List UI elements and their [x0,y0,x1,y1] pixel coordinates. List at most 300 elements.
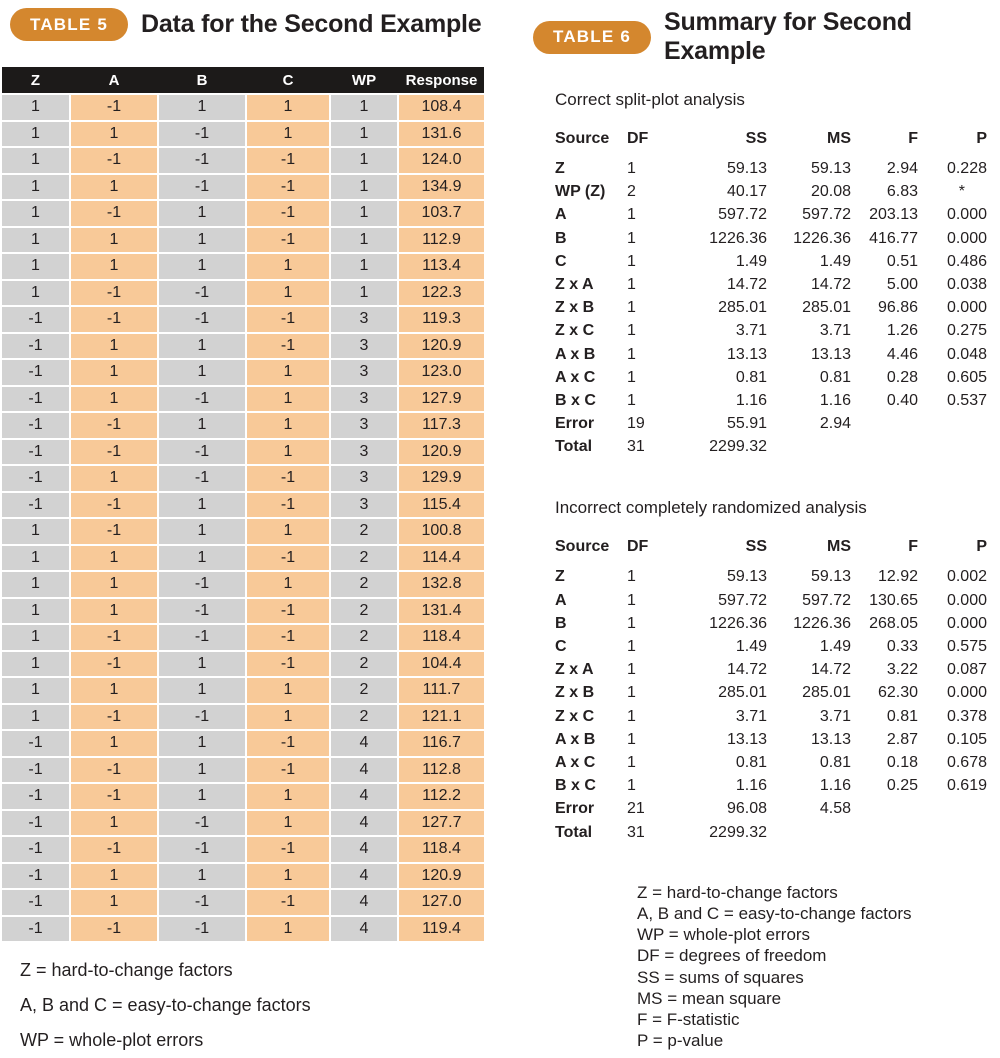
anova-value-cell: 0.105 [946,730,987,748]
anova-value-cell: 40.17 [726,183,767,201]
table5-cell: 1 [2,572,69,597]
anova-value-cell: 0.486 [946,252,987,270]
anova-value-cell: 0.000 [946,591,987,609]
table5-cell: -1 [2,864,69,889]
table5-cell: 2 [331,599,397,624]
anova-value-cell: 1.16 [735,391,767,409]
table5-cell: 1 [71,334,157,359]
table5-cell: 120.9 [399,440,484,465]
table5-cell: -1 [247,837,329,862]
table5-header-row [2,67,484,93]
table5-cell: -1 [2,307,69,332]
anova-value-cell: 59.13 [726,568,767,586]
table5-cell: 120.9 [399,864,484,889]
anova-value-cell: 3.71 [819,707,851,725]
anova-value-cell: 2.87 [886,730,918,748]
table5-cell: -1 [71,201,157,226]
anova-value-cell: 0.000 [946,229,987,247]
table5-cell: -1 [2,731,69,756]
table5-cell: 1 [71,890,157,915]
anova-value-cell: 14.72 [726,275,767,293]
table5-cell: 1 [2,599,69,624]
anova-value-cell: 2299.32 [709,438,767,456]
table5-cell: 131.6 [399,122,484,147]
anova-column-header: P [976,538,987,556]
table5-cell: 120.9 [399,334,484,359]
anova-value-cell: 1 [627,368,636,386]
anova-value-cell: 5.00 [886,275,918,293]
anova-column-header: MS [827,538,851,556]
anova-value-cell: 1 [627,684,636,702]
table5-cell: -1 [247,334,329,359]
table5-cell: -1 [159,625,245,650]
anova-value-cell: 1.16 [819,391,851,409]
table5-cell: 117.3 [399,413,484,438]
table5-cell: 1 [71,122,157,147]
anova-value-cell: 13.13 [726,345,767,363]
table6-legend-line: MS = mean square [637,988,782,1008]
table5-cell: -1 [71,705,157,730]
table5-cell: -1 [247,758,329,783]
table5-cell: -1 [159,705,245,730]
table5-cell: -1 [247,652,329,677]
table5-heading [10,8,500,41]
table5-cell: 1 [247,95,329,120]
table5-cell: -1 [2,890,69,915]
table5-cell: 1 [159,519,245,544]
anova-source-cell: C [555,638,567,655]
table5-cell: -1 [2,440,69,465]
anova-source-cell: A x B [555,730,596,748]
table5-column-header: C [282,71,294,89]
anova-value-cell: 14.72 [726,661,767,679]
table5-cell: -1 [159,307,245,332]
table5-cell: 119.4 [399,917,484,942]
table5-note: A, B and C = easy-to-change factors [20,995,311,1015]
anova-value-cell: 4.46 [886,345,918,363]
anova-value-cell: 1226.36 [793,614,851,632]
table5-cell: 1 [331,254,397,279]
anova-body [555,157,1000,458]
table5-cell: -1 [2,413,69,438]
table5-note: WP = whole-plot errors [20,1030,204,1050]
table5-body [2,95,484,941]
table5-cell: 1 [247,281,329,306]
table5-cell: -1 [159,917,245,942]
anova-value-cell: 1 [627,707,636,725]
anova-value-cell: 0.605 [946,368,987,386]
table5-cell: -1 [159,175,245,200]
table5-cell: 121.1 [399,705,484,730]
table5-cell: 1 [331,148,397,173]
anova-value-cell: 1 [627,322,636,340]
table5-cell: 3 [331,493,397,518]
anova-column-header: SS [745,538,767,556]
table5-cell: 4 [331,890,397,915]
anova-column-header: Source [555,538,610,556]
table5-cell: 1 [159,360,245,385]
table5-column-header: Z [30,71,41,89]
table5-cell: 1 [159,201,245,226]
table5-cell: 3 [331,334,397,359]
table5-cell: 112.2 [399,784,484,809]
table5-cell: -1 [159,122,245,147]
anova-value-cell: 597.72 [718,591,767,609]
table5-cell: 1 [247,254,329,279]
table5-cell: 1 [2,254,69,279]
anova-source-cell: B [555,614,567,632]
table5-cell: -1 [71,519,157,544]
table5-note: Z = hard-to-change factors [20,960,233,980]
table5-cell: 4 [331,837,397,862]
table5-cell: 127.9 [399,387,484,412]
table5-cell: -1 [159,387,245,412]
anova-value-cell: 20.08 [810,183,851,201]
anova-value-cell: 2 [627,183,636,201]
table5-cell: 1 [2,625,69,650]
table5-title: Data for the Second Example [140,10,482,38]
table5-cell: 1 [2,148,69,173]
table5-cell: -1 [71,440,157,465]
table5-cell: 4 [331,784,397,809]
table5-cell: 1 [247,705,329,730]
table5-cell: 1 [2,519,69,544]
table5-cell: 4 [331,758,397,783]
anova-value-cell: 0.228 [946,160,987,177]
anova-container [555,90,1000,844]
table5-cell: 1 [247,360,329,385]
table5-cell: 115.4 [399,493,484,518]
table5-cell: 1 [159,546,245,571]
table5-cell: -1 [71,95,157,120]
anova-source-cell: Z x A [555,275,594,293]
table5-cell: 1 [247,122,329,147]
table5-cell: 2 [331,678,397,703]
anova-value-cell: 0.087 [946,661,987,679]
anova-value-cell: 1226.36 [793,229,851,247]
table5-cell: 1 [71,546,157,571]
anova-value-cell: 1 [627,275,636,293]
table6-badge: TABLE 6 [533,21,651,54]
table5-cell: 1 [247,864,329,889]
table5-cell: 127.0 [399,890,484,915]
table5-cell: 3 [331,466,397,491]
anova-value-cell: 0.18 [886,753,918,771]
table5-cell: -1 [2,360,69,385]
table5-cell: -1 [2,466,69,491]
table5-cell: 1 [2,201,69,226]
table6-legend-line: F = F-statistic [637,1009,740,1029]
anova-value-cell: 1 [627,753,636,771]
table5-column-header: Response [405,71,478,89]
table5-cell: 1 [159,758,245,783]
anova-source-cell: Total [555,823,593,841]
anova-value-cell: 285.01 [718,299,767,317]
table5-cell: -1 [247,228,329,253]
anova-value-cell: 31 [627,823,645,841]
table6-section [533,0,1000,1051]
anova-value-cell: 1.49 [819,252,851,270]
anova-value-cell: 1 [627,591,636,609]
anova-value-cell: 55.91 [726,415,767,433]
table5-column-header: B [196,71,208,89]
table5-cell: 112.9 [399,228,484,253]
table5-cell: 1 [2,228,69,253]
table5-cell: -1 [159,440,245,465]
table6-legend-line: P = p-value [637,1031,724,1051]
anova-column-header: Source [555,130,610,147]
anova-source-cell: Z [555,160,565,177]
anova-column-header: SS [745,130,767,147]
anova-body [555,565,1000,843]
anova-value-cell: 3.71 [819,322,851,340]
anova-value-cell [918,435,987,458]
anova-source-cell: Total [555,438,593,456]
table5-cell: -1 [247,466,329,491]
anova-value-cell: 2.94 [819,415,851,433]
table5-cell: 1 [2,678,69,703]
anova-value-cell: 268.05 [869,614,918,632]
anova-value-cell: 0.275 [946,322,987,340]
analysis-label: Incorrect completely randomized analysis [555,498,867,518]
table5-cell: 1 [331,228,397,253]
table5-cell: -1 [71,413,157,438]
anova-column-header: DF [627,538,649,556]
anova-value-cell [767,435,851,458]
anova-source-cell: A x C [555,368,596,386]
anova-source-cell: WP (Z) [555,183,606,201]
anova-value-cell: 3.22 [886,661,918,679]
anova-value-cell: 1 [627,614,636,632]
table5-cell: -1 [2,837,69,862]
anova-value-cell: 59.13 [810,160,851,177]
table5-cell: 4 [331,811,397,836]
anova-source-cell: Error [555,800,595,818]
table5-cell: 127.7 [399,811,484,836]
anova-value-cell: 285.01 [718,684,767,702]
table5-cell: 2 [331,519,397,544]
table5-cell: 3 [331,307,397,332]
table6-legend-line: Z = hard-to-change factors [637,882,838,902]
table5-cell: -1 [159,890,245,915]
anova-value-cell: 1.26 [886,322,918,340]
table5-cell: 4 [331,731,397,756]
table5-cell: 1 [331,201,397,226]
table5-cell: -1 [2,811,69,836]
table5-cell: 1 [159,334,245,359]
table5-badge: TABLE 5 [10,8,128,41]
table5-cell: 116.7 [399,731,484,756]
anova-value-cell: 0.25 [886,777,918,795]
anova-column-header: P [976,130,987,147]
anova-value-cell: 597.72 [718,206,767,224]
table5-cell: 1 [71,678,157,703]
table5-cell: -1 [247,625,329,650]
anova-value-cell: 0.28 [886,368,918,386]
anova-value-cell: 0.81 [735,368,767,386]
anova-value-cell [851,412,918,435]
anova-source-cell: C [555,252,567,270]
table5-cell: -1 [247,546,329,571]
table5-cell: 129.9 [399,466,484,491]
table5-cell: 124.0 [399,148,484,173]
table5-cell: 1 [71,254,157,279]
table5-cell: 100.8 [399,519,484,544]
anova-value-cell: 1 [627,730,636,748]
table5-cell: 1 [159,784,245,809]
anova-value-cell: 0.000 [946,614,987,632]
anova-value-cell: 0.619 [946,777,987,795]
anova-value-cell: 3.71 [735,322,767,340]
table5-cell: 1 [71,864,157,889]
table5-cell: -1 [71,625,157,650]
table6-legend-line: WP = whole-plot errors [637,925,811,945]
table5-cell: -1 [2,758,69,783]
table5-column-header: WP [351,71,377,89]
table5-cell: -1 [71,837,157,862]
anova-source-cell: Z x B [555,684,595,702]
table5-cell: 111.7 [399,678,484,703]
anova-source-cell: B x C [555,391,596,409]
anova-source-cell: A x C [555,753,596,771]
anova-value-cell [767,821,851,844]
table5-cell: -1 [2,784,69,809]
anova-value-cell: 19 [627,415,645,433]
table5-cell: -1 [247,175,329,200]
anova-block [555,498,1000,843]
table5-cell: 1 [247,784,329,809]
anova-value-cell: 1.16 [735,777,767,795]
anova-value-cell: 13.13 [726,730,767,748]
table5-cell: 1 [2,281,69,306]
anova-value-cell [918,412,987,435]
table5-cell: 104.4 [399,652,484,677]
anova-value-cell: 1 [627,299,636,317]
table5-cell: -1 [71,784,157,809]
anova-source-cell: A [555,206,567,224]
table5-cell: -1 [247,201,329,226]
table5-cell: -1 [247,731,329,756]
anova-source-cell: Error [555,415,595,433]
table5-cell: 3 [331,360,397,385]
table5-cell: 1 [2,175,69,200]
table5-cell: 1 [71,360,157,385]
table5-cell: -1 [159,148,245,173]
anova-value-cell: 31 [627,438,645,456]
anova-value-cell: 1 [627,345,636,363]
table5-cell: -1 [71,917,157,942]
anova-value-cell: 1 [627,229,636,247]
anova-column-header: F [908,538,918,556]
table5-cell: 3 [331,440,397,465]
anova-value-cell: 1226.36 [709,229,767,247]
anova-value-cell: 62.30 [877,684,918,702]
table5-cell: 2 [331,705,397,730]
anova-value-cell: 0.537 [946,391,987,409]
anova-value-cell: 0.002 [946,568,987,586]
anova-value-cell [851,821,918,844]
table5-cell: 1 [159,678,245,703]
anova-value-cell: 203.13 [869,206,918,224]
table5-cell: -1 [2,493,69,518]
table5-cell: -1 [71,493,157,518]
anova-value-cell: 1 [627,777,636,795]
anova-value-cell: 0.000 [946,299,987,317]
anova-value-cell: 2.94 [886,160,918,177]
anova-value-cell: * [958,183,965,201]
anova-value-cell: 0.81 [819,753,851,771]
table5-cell: 4 [331,917,397,942]
anova-value-cell: 13.13 [810,730,851,748]
table5-cell: 1 [247,917,329,942]
table5-cell: -1 [247,148,329,173]
anova-value-cell: 1 [627,252,636,270]
table5-cell: 112.8 [399,758,484,783]
table5-cell: 1 [159,413,245,438]
anova-source-cell: A x B [555,345,596,363]
table6-legend [637,882,1000,1052]
table5-cell: -1 [247,307,329,332]
table6-legend-line: SS = sums of squares [637,967,804,987]
table5-column-header: A [108,71,120,89]
table5-cell: 2 [331,625,397,650]
anova-value-cell: 1 [627,638,636,655]
table5 [2,67,484,941]
table5-cell: -1 [159,466,245,491]
table5-cell: 1 [2,546,69,571]
table5-cell: 2 [331,652,397,677]
table5-cell: 1 [71,466,157,491]
anova-source-cell: Z x A [555,661,594,679]
table5-cell: -1 [247,599,329,624]
table5-cell: 1 [159,254,245,279]
anova-value-cell: 1.49 [735,252,767,270]
anova-value-cell: 59.13 [726,160,767,177]
table5-cell: 4 [331,864,397,889]
table5-cell: 108.4 [399,95,484,120]
table5-cell: 122.3 [399,281,484,306]
table5-cell: -1 [71,758,157,783]
anova-value-cell: 0.51 [886,252,918,270]
anova-header-row [555,538,1000,556]
anova-value-cell: 12.92 [877,568,918,586]
table5-cell: 1 [159,864,245,889]
table5-cell: 1 [331,281,397,306]
anova-value-cell: 21 [627,800,645,818]
table5-cell: 132.8 [399,572,484,597]
table5-cell: -1 [71,652,157,677]
table5-cell: 1 [247,678,329,703]
table5-cell: 2 [331,546,397,571]
table5-cell: 123.0 [399,360,484,385]
anova-value-cell: 285.01 [802,299,851,317]
anova-value-cell: 1 [627,661,636,679]
anova-value-cell: 0.048 [946,345,987,363]
anova-source-cell: B x C [555,777,596,795]
anova-value-cell: 3.71 [735,707,767,725]
anova-value-cell: 0.81 [819,368,851,386]
anova-value-cell: 1226.36 [709,614,767,632]
anova-value-cell: 0.575 [946,638,987,655]
analysis-label: Correct split-plot analysis [555,90,745,109]
anova-value-cell: 6.83 [886,183,918,201]
table5-cell: -1 [2,334,69,359]
anova-source-cell: Z [555,568,565,586]
anova-value-cell: 0.000 [946,684,987,702]
anova-value-cell: 59.13 [810,568,851,586]
anova-value-cell: 0.81 [735,753,767,771]
table5-cell: 1 [331,175,397,200]
